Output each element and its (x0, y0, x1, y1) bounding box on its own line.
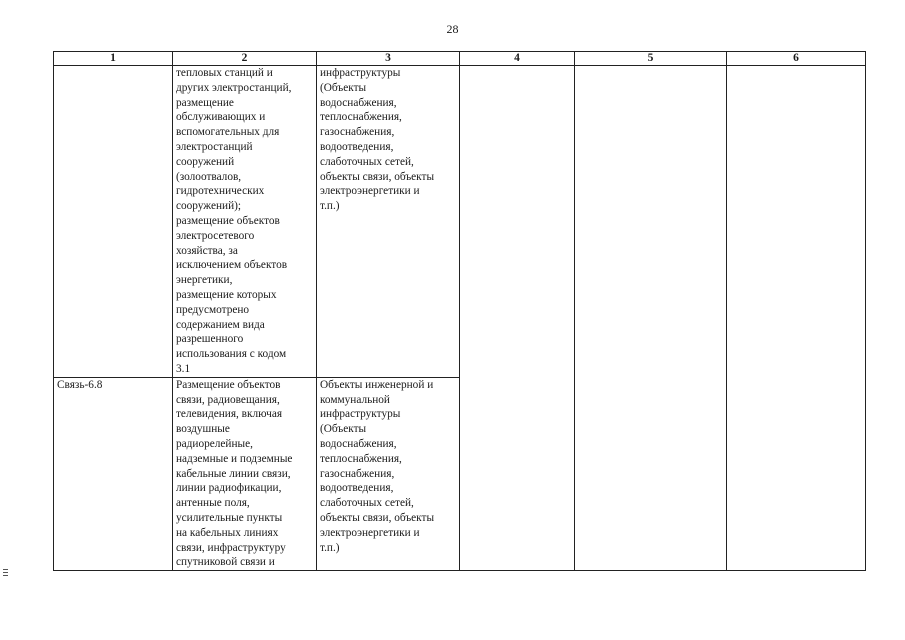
table-cell-col6 (727, 66, 866, 571)
column-header-2: 2 (173, 52, 317, 66)
column-header-3: 3 (317, 52, 460, 66)
table-cell-col5 (575, 66, 727, 571)
table-cell-objects: Объекты инженерной и коммунальной инфраструктуры (Объекты водоснабжения, теплоснабжения, газоснабжения, водоотведения, слаботочных сетей, объекты связи, объекты электроэнергетики и т.п.) (317, 377, 460, 570)
table-header-row (54, 52, 866, 66)
table-cell-objects: инфраструктуры (Объекты водоснабжения, теплоснабжения, газоснабжения, водоотведения, слаботочных сетей, объекты связи, объекты электроэнергетики и т.п.) (317, 66, 460, 378)
column-header-6: 6 (727, 52, 866, 66)
column-header-5: 5 (575, 52, 727, 66)
page-number: 28 (446, 22, 459, 36)
table-cell-description: тепловых станций и других электростанций, размещение обслуживающих и вспомогательных для электростанций сооружений (золоотвалов, гидротехнических сооружений); размещение объектов электросетевого хозяйства, за исключением объектов энергетики, размещение которых предусмотрено содержанием вида разрешенного использования с кодом 3.1 (173, 66, 317, 378)
table-cell-description: Размещение объектов связи, радиовещания, телевидения, включая воздушные радиорелейные, надземные и подземные кабельные линии связи, линии радиофикации, антенные поля, усилительные пункты на кабельных линиях связи, инфраструктуру спутниковой связи и (173, 377, 317, 570)
table-row (54, 66, 866, 378)
table-cell-col4 (460, 66, 575, 571)
land-use-table (53, 51, 866, 571)
margin-scan-mark (3, 569, 8, 579)
column-header-4: 4 (460, 52, 575, 66)
table-cell-code: Связь-6.8 (54, 377, 173, 570)
table-cell-code (54, 66, 173, 378)
column-header-1: 1 (54, 52, 173, 66)
